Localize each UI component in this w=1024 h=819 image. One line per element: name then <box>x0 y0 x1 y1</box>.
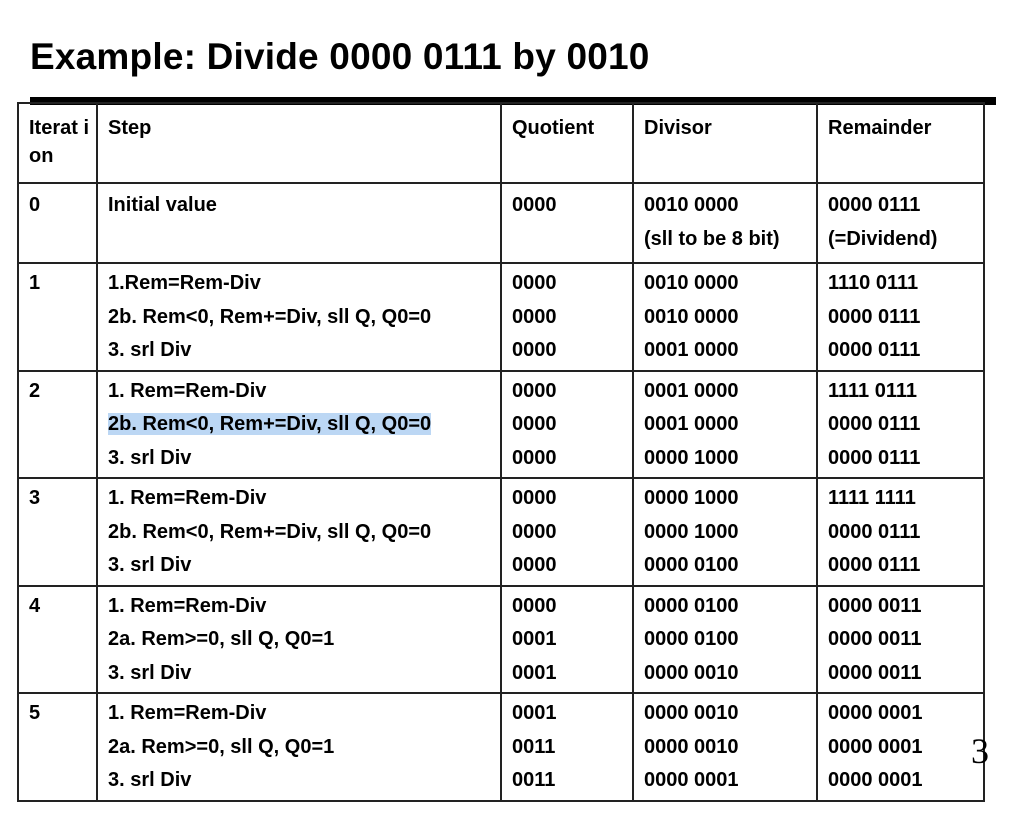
quotient-cell: 0000 0000 0000 <box>501 263 633 371</box>
page-number: 3 <box>971 731 989 771</box>
remainder-cell: 0000 0111 (=Dividend) <box>817 183 984 263</box>
step-cell: 1. Rem=Rem-Div 2a. Rem>=0, sll Q, Q0=1 3. srl Div <box>97 693 501 801</box>
step-cell: 1. Rem=Rem-Div 2b. Rem<0, Rem+=Div, sll Q, Q0=0 3. srl Div <box>97 478 501 586</box>
header-remainder: Remainder <box>817 103 984 183</box>
table-row <box>18 371 984 479</box>
slide-title: Example: Divide 0000 0111 by 0010 <box>30 36 650 77</box>
quotient-cell: 0000 0000 0000 <box>501 478 633 586</box>
step-cell: 1. Rem=Rem-Div 2b. Rem<0, Rem+=Div, sll Q, Q0=0 3. srl Div <box>97 371 501 479</box>
header-quotient: Quotient <box>501 103 633 183</box>
iteration-cell: 5 <box>18 693 97 801</box>
iteration-cell: 1 <box>18 263 97 371</box>
table-row <box>18 263 984 371</box>
quotient-cell: 0000 0001 0001 <box>501 586 633 694</box>
iteration-cell: 2 <box>18 371 97 479</box>
step-cell: 1.Rem=Rem-Div 2b. Rem<0, Rem+=Div, sll Q, Q0=0 3. srl Div <box>97 263 501 371</box>
iteration-cell: 0 <box>18 183 97 263</box>
remainder-cell: 0000 0001 0000 0001 0000 0001 <box>817 693 984 801</box>
remainder-cell: 1111 1111 0000 0111 0000 0111 <box>817 478 984 586</box>
table-row <box>18 693 984 801</box>
header-iteration: Iterat ion <box>18 103 97 183</box>
divisor-cell: 0001 0000 0001 0000 0000 1000 <box>633 371 817 479</box>
header-divisor: Divisor <box>633 103 817 183</box>
remainder-cell: 1111 0111 0000 0111 0000 0111 <box>817 371 984 479</box>
division-table <box>17 102 985 802</box>
table-row <box>18 478 984 586</box>
remainder-cell: 0000 0011 0000 0011 0000 0011 <box>817 586 984 694</box>
highlighted-step-text[interactable]: 2b. Rem<0, Rem+=Div, sll Q, Q0=0 <box>108 413 432 435</box>
quotient-cell: 0000 0000 0000 <box>501 371 633 479</box>
remainder-cell: 1110 0111 0000 0111 0000 0111 <box>817 263 984 371</box>
iteration-cell: 4 <box>18 586 97 694</box>
quotient-cell: 0000 <box>501 183 633 263</box>
step-cell: Initial value <box>97 183 501 263</box>
divisor-cell: 0000 1000 0000 1000 0000 0100 <box>633 478 817 586</box>
iteration-cell: 3 <box>18 478 97 586</box>
divisor-cell: 0010 0000 0010 0000 0001 0000 <box>633 263 817 371</box>
header-row <box>18 103 984 183</box>
divisor-cell: 0000 0100 0000 0100 0000 0010 <box>633 586 817 694</box>
divisor-cell: 0000 0010 0000 0010 0000 0001 <box>633 693 817 801</box>
table-row <box>18 586 984 694</box>
table-row <box>18 183 984 263</box>
quotient-cell: 0001 0011 0011 <box>501 693 633 801</box>
step-cell: 1. Rem=Rem-Div 2a. Rem>=0, sll Q, Q0=1 3. srl Div <box>97 586 501 694</box>
divisor-cell: 0010 0000 (sll to be 8 bit) <box>633 183 817 263</box>
header-step: Step <box>97 103 501 183</box>
